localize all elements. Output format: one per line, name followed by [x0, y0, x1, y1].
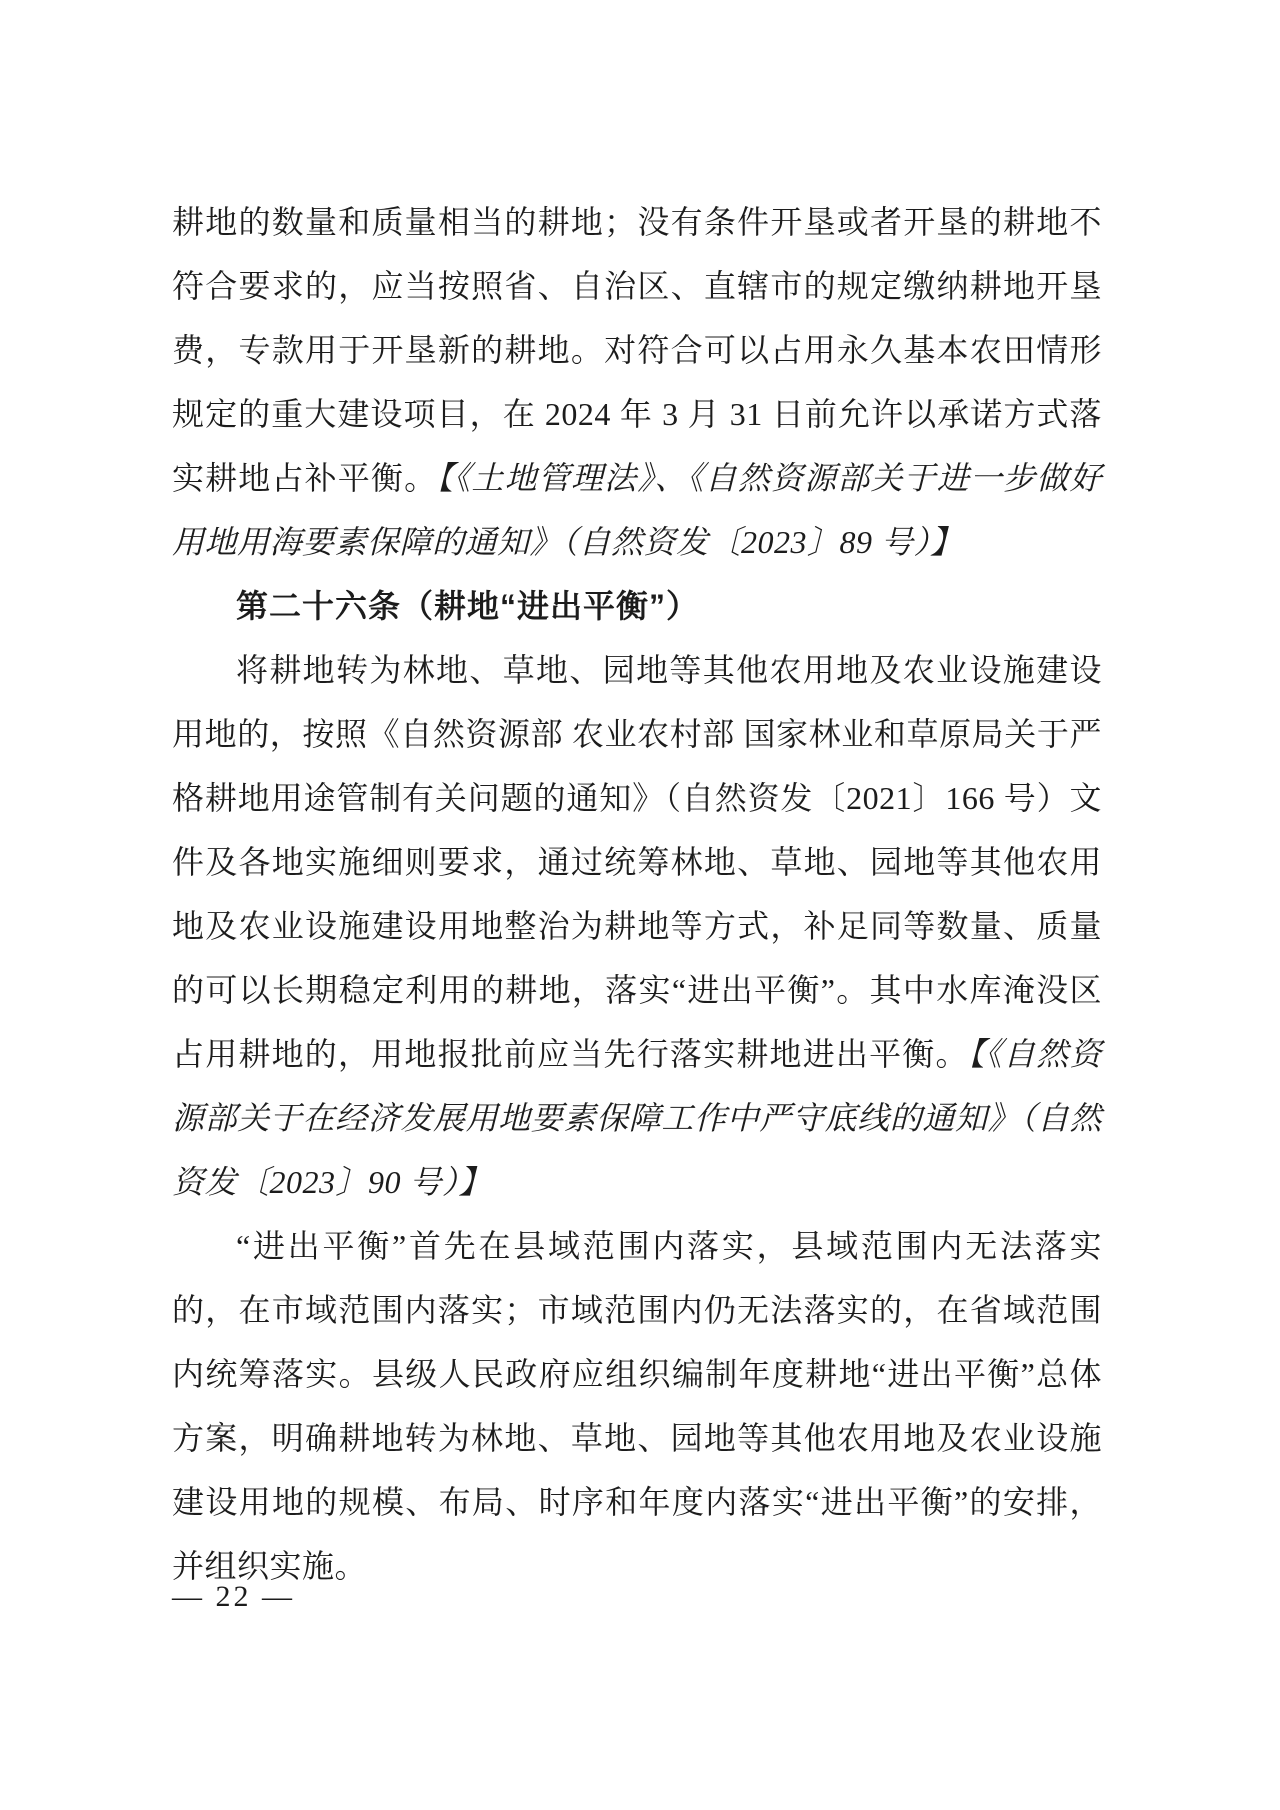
body-text-run: 耕地的数量和质量相当的耕地；没有条件开垦或者开垦的耕地不符合要求的，应当按照省、自治区、直辖市的规定缴纳耕地开垦费，专款用于开垦新的耕地。对符合可以占用永久基本农田情形规定的重大建设项目，在 2024 年 3 月 31 日前允许以承诺方式落实耕地占补平衡。 — [172, 204, 1102, 496]
body-text-run: 将耕地转为林地、草地、园地等其他农用地及农业设施建设用地的，按照《自然资源部 农业农村部 国家林业和草原局关于严格耕地用途管制有关问题的通知》（自然资发〔2021〕166 号）文件及各地实施细则要求，通过统筹林地、草地、园地等其他农用地及农业设施建设用地整治为耕地等方式，补足同等数量、质量的可以长期稳定利用的耕地，落实“进出平衡”。其中水库淹没区占用耕地的，用地报批前应当先行落实耕地进出平衡。 — [172, 652, 1102, 1072]
article-heading — [172, 574, 1102, 638]
legal-citation-text: 【《自然资源部关于在经济发展用地要素保障工作中严守底线的通知》（自然资发〔2023〕90 号）】 — [172, 1036, 1102, 1200]
document-body-text — [172, 190, 1102, 1598]
legal-citation-text: 【《土地管理法》、《自然资源部关于进一步做好用地用海要素保障的通知》（自然资发〔2023〕89 号）】 — [172, 460, 1102, 560]
page-number: — 22 — — [172, 1580, 295, 1613]
paragraph-body — [172, 638, 1102, 1214]
article-heading-text: 第二十六条（耕地“进出平衡”） — [236, 588, 700, 624]
paragraph-body — [172, 1214, 1102, 1598]
body-text-run: “进出平衡”首先在县域范围内落实，县域范围内无法落实的，在市域范围内落实；市域范围内仍无法落实的，在省域范围内统筹落实。县级人民政府应组织编制年度耕地“进出平衡”总体方案，明确耕地转为林地、草地、园地等其他农用地及农业设施建设用地的规模、布局、时序和年度内落实“进出平衡”的安排，并组织实施。 — [172, 1228, 1102, 1584]
paragraph-continuation — [172, 190, 1102, 574]
